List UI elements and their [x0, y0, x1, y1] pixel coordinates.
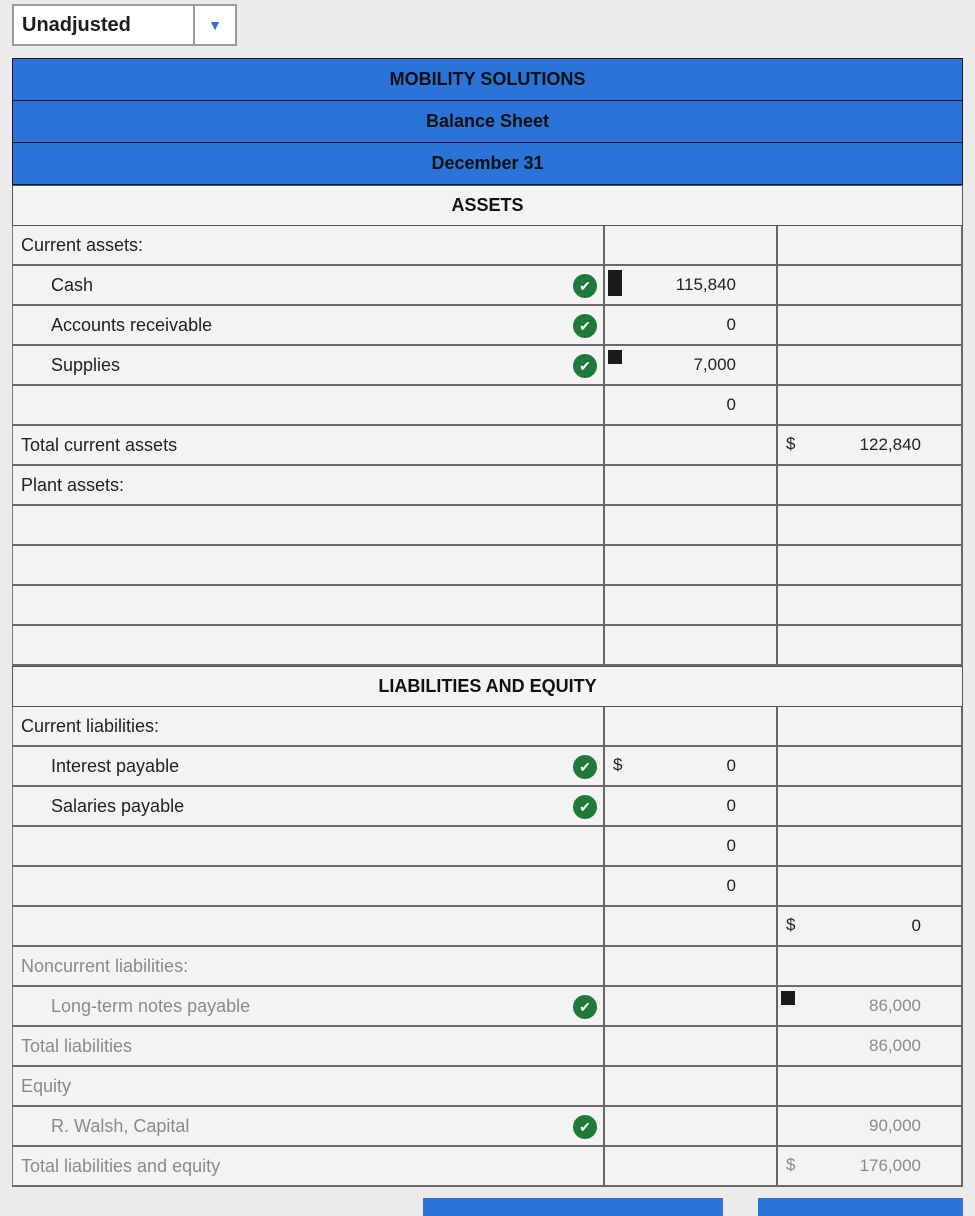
checkmark-icon: ✔: [573, 274, 597, 298]
amount-cell[interactable]: 0: [605, 386, 778, 424]
account-cell[interactable]: [12, 386, 605, 424]
account-cell[interactable]: [12, 626, 605, 664]
table-row: [12, 386, 963, 426]
amount-cell[interactable]: [605, 1107, 778, 1145]
table-row: [12, 226, 963, 266]
table-row: [12, 707, 963, 747]
table-row: [12, 506, 963, 546]
amount-cell[interactable]: [605, 506, 778, 544]
amount-cell[interactable]: [605, 1147, 778, 1185]
table-row: [12, 266, 963, 306]
amount-cell[interactable]: [605, 707, 778, 745]
total-cell[interactable]: [778, 787, 963, 825]
total-cell[interactable]: 86,000: [778, 987, 963, 1025]
checkmark-icon: ✔: [573, 314, 597, 338]
account-label: Long-term notes payable: [51, 995, 251, 1016]
table-row: [12, 1147, 963, 1187]
plant-assets-label: Plant assets:: [21, 474, 125, 495]
table-row: [12, 827, 963, 867]
total-cell[interactable]: [778, 466, 963, 504]
account-cell[interactable]: [12, 907, 605, 945]
total-cell[interactable]: [778, 947, 963, 985]
noncurrent-liabilities-label: Noncurrent liabilities:: [21, 955, 189, 976]
checkmark-icon: ✔: [573, 995, 597, 1019]
amount-cell[interactable]: 0: [605, 867, 778, 905]
amount-cell[interactable]: $ 0: [605, 747, 778, 785]
flag-icon[interactable]: [781, 991, 795, 1005]
total-cell[interactable]: 86,000: [778, 1027, 963, 1065]
flag-icon[interactable]: [608, 270, 622, 296]
table-row: [12, 426, 963, 466]
table-row: [12, 586, 963, 626]
checkmark-icon: ✔: [573, 755, 597, 779]
table-row: [12, 747, 963, 787]
total-cell[interactable]: [778, 586, 963, 624]
account-cell[interactable]: [12, 586, 605, 624]
company-name: MOBILITY SOLUTIONS: [12, 58, 963, 101]
total-cell[interactable]: [778, 386, 963, 424]
amount-cell[interactable]: [605, 907, 778, 945]
assets-heading: ASSETS: [12, 185, 963, 226]
table-row: [12, 907, 963, 947]
amount-cell[interactable]: [605, 626, 778, 664]
amount-cell[interactable]: [605, 1067, 778, 1105]
account-label: Supplies: [51, 354, 121, 375]
table-row: [12, 306, 963, 346]
amount-cell[interactable]: [605, 226, 778, 264]
account-label: Accounts receivable: [51, 314, 213, 335]
table-row: [12, 1067, 963, 1107]
account-cell[interactable]: [12, 506, 605, 544]
total-cell[interactable]: [778, 546, 963, 584]
liabilities-equity-heading: LIABILITIES AND EQUITY: [12, 666, 963, 707]
amount-cell[interactable]: 0: [605, 827, 778, 865]
table-row: [12, 1107, 963, 1147]
account-label: R. Walsh, Capital: [51, 1115, 190, 1136]
total-cell[interactable]: [778, 867, 963, 905]
total-cell[interactable]: [778, 266, 963, 304]
account-label: Salaries payable: [51, 795, 185, 816]
total-cell[interactable]: [778, 346, 963, 384]
table-row: [12, 1027, 963, 1067]
total-liabilities-label: Total liabilities: [21, 1035, 133, 1056]
total-liabilities-equity-label: Total liabilities and equity: [21, 1155, 221, 1176]
amount-cell[interactable]: [605, 546, 778, 584]
total-cell[interactable]: [778, 306, 963, 344]
amount-cell[interactable]: 0: [605, 787, 778, 825]
table-row: [12, 466, 963, 506]
account-cell[interactable]: [12, 827, 605, 865]
account-label: Interest payable: [51, 755, 180, 776]
amount-cell[interactable]: [605, 466, 778, 504]
amount-cell[interactable]: [605, 947, 778, 985]
amount-cell[interactable]: [605, 586, 778, 624]
current-liabilities-label: Current liabilities:: [21, 715, 160, 736]
amount-cell[interactable]: [605, 426, 778, 464]
table-row: [12, 947, 963, 987]
amount-cell[interactable]: [605, 1027, 778, 1065]
total-cell[interactable]: [778, 626, 963, 664]
total-cell[interactable]: $ 0: [778, 907, 963, 945]
amount-cell[interactable]: 0: [605, 306, 778, 344]
current-assets-label: Current assets:: [21, 234, 144, 255]
total-cell[interactable]: [778, 226, 963, 264]
statement-title: Balance Sheet: [12, 101, 963, 143]
previous-button[interactable]: [423, 1198, 723, 1216]
account-cell[interactable]: [12, 867, 605, 905]
account-cell[interactable]: [12, 546, 605, 584]
table-row: [12, 987, 963, 1027]
table-row: [12, 346, 963, 386]
checkmark-icon: ✔: [573, 795, 597, 819]
next-button[interactable]: [758, 1198, 963, 1216]
total-current-assets-label: Total current assets: [21, 434, 178, 455]
account-label: Cash: [51, 274, 94, 295]
table-row: [12, 787, 963, 827]
dropdown-value: Unadjusted: [22, 13, 131, 36]
balance-sheet: [12, 58, 963, 1187]
total-cell[interactable]: $ 176,000: [778, 1147, 963, 1185]
checkmark-icon: ✔: [573, 1115, 597, 1139]
equity-label: Equity: [21, 1075, 72, 1096]
total-cell[interactable]: [778, 747, 963, 785]
amount-cell[interactable]: 115,840: [605, 266, 778, 304]
total-cell[interactable]: [778, 1067, 963, 1105]
total-cell[interactable]: [778, 827, 963, 865]
table-row: [12, 867, 963, 907]
table-row: [12, 546, 963, 586]
total-cell[interactable]: [778, 707, 963, 745]
amount-cell[interactable]: 7,000: [605, 346, 778, 384]
adjustment-dropdown[interactable]: [12, 4, 237, 46]
table-row: [12, 626, 963, 666]
total-cell[interactable]: $ 122,840: [778, 426, 963, 464]
total-cell[interactable]: 90,000: [778, 1107, 963, 1145]
total-cell[interactable]: [778, 506, 963, 544]
amount-cell[interactable]: [605, 987, 778, 1025]
flag-icon[interactable]: [608, 350, 622, 364]
chevron-down-icon[interactable]: ▼: [193, 6, 235, 44]
checkmark-icon: ✔: [573, 354, 597, 378]
statement-date: December 31: [12, 143, 963, 185]
